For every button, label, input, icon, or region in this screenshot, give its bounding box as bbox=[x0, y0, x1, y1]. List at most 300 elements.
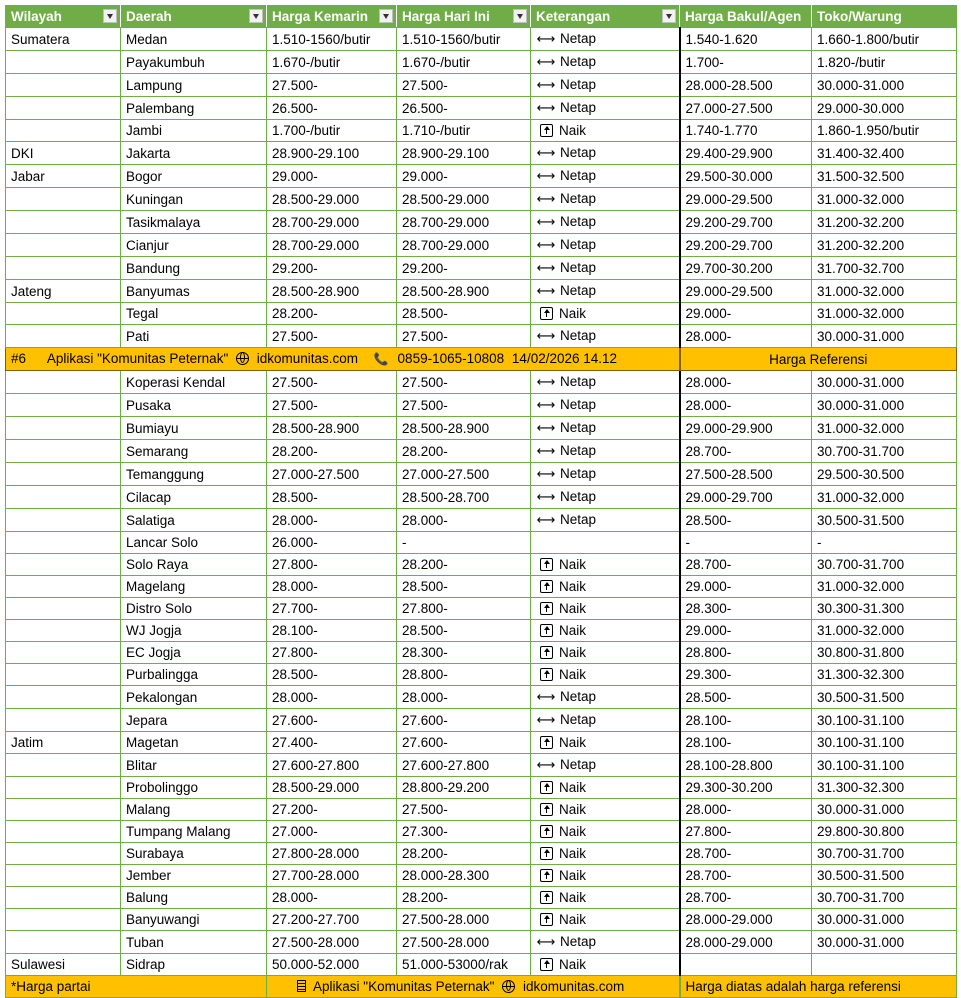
cell-keterangan[interactable] bbox=[531, 598, 680, 620]
cell-daerah[interactable]: Banyumas bbox=[121, 280, 267, 303]
cell-harga-kemarin[interactable]: 27.500-28.000 bbox=[267, 931, 397, 954]
cell-harga-kemarin[interactable]: 27.000- bbox=[267, 821, 397, 843]
cell-keterangan[interactable] bbox=[531, 280, 680, 303]
cell-harga-kemarin[interactable]: 1.670-/butir bbox=[267, 51, 397, 74]
cell-harga-hari-ini[interactable]: 27.300- bbox=[397, 821, 531, 843]
cell-wilayah[interactable] bbox=[6, 303, 121, 325]
filter-dropdown-button[interactable] bbox=[513, 9, 527, 23]
cell-harga-kemarin[interactable]: 27.600- bbox=[267, 709, 397, 732]
cell-keterangan[interactable] bbox=[531, 51, 680, 74]
cell-daerah[interactable]: Tuban bbox=[121, 931, 267, 954]
cell-toko-warung[interactable]: 30.800-31.800 bbox=[812, 642, 957, 664]
cell-toko-warung[interactable]: 30.500-31.500 bbox=[812, 865, 957, 887]
cell-harga-kemarin[interactable]: 27.200-27.700 bbox=[267, 909, 397, 931]
cell-harga-hari-ini[interactable]: 27.800- bbox=[397, 598, 531, 620]
cell-harga-kemarin[interactable]: 28.000- bbox=[267, 887, 397, 909]
cell-wilayah[interactable] bbox=[6, 74, 121, 97]
cell-harga-hari-ini[interactable]: 27.500- bbox=[397, 74, 531, 97]
cell-harga-kemarin[interactable]: 27.200- bbox=[267, 799, 397, 821]
cell-harga-hari-ini[interactable]: 28.500-28.900 bbox=[397, 280, 531, 303]
cell-harga-bakul[interactable]: 29.200-29.700 bbox=[680, 211, 812, 234]
cell-harga-bakul[interactable]: 29.000- bbox=[680, 303, 812, 325]
cell-harga-bakul[interactable]: 29.000-29.500 bbox=[680, 188, 812, 211]
cell-harga-kemarin[interactable]: 28.500-29.000 bbox=[267, 188, 397, 211]
cell-keterangan[interactable] bbox=[531, 754, 680, 777]
cell-wilayah[interactable] bbox=[6, 234, 121, 257]
cell-daerah[interactable]: Payakumbuh bbox=[121, 51, 267, 74]
cell-daerah[interactable]: Salatiga bbox=[121, 509, 267, 532]
cell-harga-kemarin[interactable]: 27.800- bbox=[267, 642, 397, 664]
cell-wilayah[interactable] bbox=[6, 686, 121, 709]
cell-harga-hari-ini[interactable]: 27.500- bbox=[397, 394, 531, 417]
cell-toko-warung[interactable]: 30.500-31.500 bbox=[812, 686, 957, 709]
cell-wilayah[interactable]: Jatim bbox=[6, 732, 121, 754]
cell-harga-kemarin[interactable]: 28.700-29.000 bbox=[267, 234, 397, 257]
filter-dropdown-button[interactable] bbox=[379, 9, 393, 23]
cell-harga-hari-ini[interactable]: 28.500-29.000 bbox=[397, 188, 531, 211]
cell-harga-hari-ini[interactable]: 28.200- bbox=[397, 440, 531, 463]
cell-harga-kemarin[interactable]: 28.500-28.900 bbox=[267, 280, 397, 303]
cell-wilayah[interactable] bbox=[6, 887, 121, 909]
cell-toko-warung[interactable] bbox=[812, 954, 957, 976]
cell-keterangan[interactable] bbox=[531, 732, 680, 754]
cell-wilayah[interactable]: Sulawesi bbox=[6, 954, 121, 976]
cell-toko-warung[interactable]: 31.200-32.200 bbox=[812, 211, 957, 234]
cell-harga-hari-ini[interactable]: 28.200- bbox=[397, 843, 531, 865]
cell-wilayah[interactable] bbox=[6, 709, 121, 732]
cell-keterangan[interactable] bbox=[531, 303, 680, 325]
cell-toko-warung[interactable]: 31.400-32.400 bbox=[812, 142, 957, 165]
cell-keterangan[interactable] bbox=[531, 821, 680, 843]
cell-harga-bakul[interactable]: 28.700- bbox=[680, 887, 812, 909]
cell-wilayah[interactable] bbox=[6, 931, 121, 954]
cell-harga-kemarin[interactable]: 26.000- bbox=[267, 532, 397, 554]
cell-harga-bakul[interactable]: 28.100-28.800 bbox=[680, 754, 812, 777]
cell-harga-bakul[interactable]: 28.000-29.000 bbox=[680, 909, 812, 931]
cell-harga-hari-ini[interactable]: 28.000- bbox=[397, 686, 531, 709]
cell-keterangan[interactable] bbox=[531, 371, 680, 394]
cell-keterangan[interactable] bbox=[531, 165, 680, 188]
cell-wilayah[interactable] bbox=[6, 371, 121, 394]
cell-harga-bakul[interactable]: 28.000- bbox=[680, 799, 812, 821]
footer-website[interactable]: idkomunitas.com bbox=[522, 979, 625, 994]
cell-toko-warung[interactable]: 31.000-32.000 bbox=[812, 303, 957, 325]
cell-harga-hari-ini[interactable]: 27.600-27.800 bbox=[397, 754, 531, 777]
cell-harga-hari-ini[interactable]: 1.510-1560/butir bbox=[397, 28, 531, 51]
cell-harga-hari-ini[interactable]: 27.600- bbox=[397, 709, 531, 732]
cell-harga-bakul[interactable]: 29.000- bbox=[680, 576, 812, 598]
cell-daerah[interactable]: Medan bbox=[121, 28, 267, 51]
cell-harga-bakul[interactable]: 27.000-27.500 bbox=[680, 97, 812, 120]
left-right-arrow-icon: ⟷ bbox=[536, 101, 556, 116]
cell-toko-warung[interactable]: 29.800-30.800 bbox=[812, 821, 957, 843]
cell-wilayah[interactable] bbox=[6, 576, 121, 598]
cell-keterangan[interactable] bbox=[531, 887, 680, 909]
cell-harga-hari-ini[interactable]: 27.600- bbox=[397, 732, 531, 754]
cell-daerah[interactable]: Probolinggo bbox=[121, 777, 267, 799]
up-arrow-box-icon bbox=[540, 803, 553, 816]
cell-wilayah[interactable] bbox=[6, 417, 121, 440]
cell-toko-warung[interactable]: 30.700-31.700 bbox=[812, 887, 957, 909]
cell-keterangan[interactable] bbox=[531, 120, 680, 142]
cell-harga-bakul[interactable]: 28.700- bbox=[680, 865, 812, 887]
cell-harga-kemarin[interactable]: 29.200- bbox=[267, 257, 397, 280]
cell-toko-warung[interactable]: 31.700-32.700 bbox=[812, 257, 957, 280]
cell-harga-hari-ini[interactable]: 27.000-27.500 bbox=[397, 463, 531, 486]
cell-harga-bakul[interactable]: 28.500- bbox=[680, 686, 812, 709]
cell-harga-hari-ini[interactable]: 29.000- bbox=[397, 165, 531, 188]
cell-harga-kemarin[interactable]: 28.500- bbox=[267, 486, 397, 509]
cell-harga-hari-ini[interactable]: 51.000-53000/rak bbox=[397, 954, 531, 976]
cell-keterangan[interactable] bbox=[531, 394, 680, 417]
cell-harga-bakul[interactable]: 27.800- bbox=[680, 821, 812, 843]
cell-toko-warung[interactable]: 30.700-31.700 bbox=[812, 843, 957, 865]
cell-harga-kemarin[interactable]: 27.500- bbox=[267, 394, 397, 417]
cell-daerah[interactable]: Sidrap bbox=[121, 954, 267, 976]
cell-harga-bakul[interactable]: 29.500-30.000 bbox=[680, 165, 812, 188]
cell-harga-kemarin[interactable]: 28.500-28.900 bbox=[267, 417, 397, 440]
cell-harga-hari-ini[interactable]: 29.200- bbox=[397, 257, 531, 280]
cell-daerah[interactable]: Bogor bbox=[121, 165, 267, 188]
cell-keterangan[interactable] bbox=[531, 554, 680, 576]
cell-harga-bakul[interactable] bbox=[680, 954, 812, 976]
cell-harga-bakul[interactable]: 27.500-28.500 bbox=[680, 463, 812, 486]
cell-harga-bakul[interactable]: 28.000-28.500 bbox=[680, 74, 812, 97]
cell-wilayah[interactable] bbox=[6, 120, 121, 142]
cell-harga-kemarin[interactable]: 27.700-28.000 bbox=[267, 865, 397, 887]
cell-daerah[interactable]: Cianjur bbox=[121, 234, 267, 257]
cell-wilayah[interactable]: DKI bbox=[6, 142, 121, 165]
cell-harga-bakul[interactable]: - bbox=[680, 532, 812, 554]
cell-keterangan[interactable] bbox=[531, 486, 680, 509]
cell-keterangan[interactable] bbox=[531, 709, 680, 732]
filter-dropdown-button[interactable] bbox=[249, 9, 263, 23]
cell-wilayah[interactable]: Jabar bbox=[6, 165, 121, 188]
cell-harga-bakul[interactable]: 28.100- bbox=[680, 709, 812, 732]
cell-daerah[interactable]: Bandung bbox=[121, 257, 267, 280]
table-row bbox=[6, 954, 957, 976]
cell-toko-warung[interactable]: 30.000-31.000 bbox=[812, 325, 957, 348]
cell-harga-bakul[interactable]: 28.100- bbox=[680, 732, 812, 754]
cell-daerah[interactable]: Tegal bbox=[121, 303, 267, 325]
cell-daerah[interactable]: Purbalingga bbox=[121, 664, 267, 686]
cell-wilayah[interactable] bbox=[6, 188, 121, 211]
cell-toko-warung[interactable]: 30.000-31.000 bbox=[812, 74, 957, 97]
cell-harga-kemarin[interactable]: 28.700-29.000 bbox=[267, 211, 397, 234]
cell-harga-bakul[interactable]: 29.000-29.900 bbox=[680, 417, 812, 440]
cell-harga-bakul[interactable]: 28.000- bbox=[680, 394, 812, 417]
cell-harga-bakul[interactable]: 29.000- bbox=[680, 620, 812, 642]
cell-harga-kemarin[interactable]: 27.500- bbox=[267, 74, 397, 97]
cell-keterangan[interactable] bbox=[531, 509, 680, 532]
cell-wilayah[interactable] bbox=[6, 509, 121, 532]
cell-harga-kemarin[interactable]: 28.000- bbox=[267, 509, 397, 532]
cell-harga-kemarin[interactable]: 28.000- bbox=[267, 686, 397, 709]
cell-toko-warung[interactable]: 30.100-31.100 bbox=[812, 754, 957, 777]
cell-harga-kemarin[interactable]: 1.700-/butir bbox=[267, 120, 397, 142]
cell-harga-hari-ini[interactable]: 28.900-29.100 bbox=[397, 142, 531, 165]
cell-harga-hari-ini[interactable]: 28.800- bbox=[397, 664, 531, 686]
cell-harga-hari-ini[interactable]: 27.500-28.000 bbox=[397, 931, 531, 954]
cell-wilayah[interactable]: Sumatera bbox=[6, 28, 121, 51]
cell-keterangan[interactable] bbox=[531, 777, 680, 799]
cell-harga-kemarin[interactable]: 26.500- bbox=[267, 97, 397, 120]
cell-daerah[interactable]: Bumiayu bbox=[121, 417, 267, 440]
cell-harga-hari-ini[interactable]: 27.500- bbox=[397, 371, 531, 394]
cell-harga-kemarin[interactable]: 28.500- bbox=[267, 664, 397, 686]
cell-harga-kemarin[interactable]: 27.600-27.800 bbox=[267, 754, 397, 777]
cell-daerah[interactable]: Jakarta bbox=[121, 142, 267, 165]
cell-harga-kemarin[interactable]: 28.200- bbox=[267, 303, 397, 325]
cell-daerah[interactable]: Pati bbox=[121, 325, 267, 348]
cell-wilayah[interactable] bbox=[6, 754, 121, 777]
cell-harga-hari-ini[interactable]: 27.500-28.000 bbox=[397, 909, 531, 931]
cell-toko-warung[interactable]: 30.000-31.000 bbox=[812, 371, 957, 394]
cell-toko-warung[interactable]: 30.100-31.100 bbox=[812, 709, 957, 732]
cell-harga-kemarin[interactable]: 1.510-1560/butir bbox=[267, 28, 397, 51]
cell-toko-warung[interactable]: 31.300-32.300 bbox=[812, 664, 957, 686]
cell-harga-hari-ini[interactable]: 26.500- bbox=[397, 97, 531, 120]
cell-harga-bakul[interactable]: 1.740-1.770 bbox=[680, 120, 812, 142]
cell-harga-hari-ini[interactable]: 27.500- bbox=[397, 799, 531, 821]
cell-daerah[interactable]: Jepara bbox=[121, 709, 267, 732]
cell-toko-warung[interactable]: 30.100-31.100 bbox=[812, 732, 957, 754]
filter-dropdown-button[interactable] bbox=[662, 9, 676, 23]
cell-harga-kemarin[interactable]: 27.000-27.500 bbox=[267, 463, 397, 486]
cell-daerah[interactable]: Pusaka bbox=[121, 394, 267, 417]
cell-toko-warung[interactable]: 31.000-32.000 bbox=[812, 576, 957, 598]
cell-harga-bakul[interactable]: 29.700-30.200 bbox=[680, 257, 812, 280]
cell-harga-kemarin[interactable]: 27.800- bbox=[267, 554, 397, 576]
cell-wilayah[interactable] bbox=[6, 532, 121, 554]
cell-harga-bakul[interactable]: 1.700- bbox=[680, 51, 812, 74]
cell-daerah[interactable]: Balung bbox=[121, 887, 267, 909]
cell-toko-warung[interactable]: 31.300-32.300 bbox=[812, 777, 957, 799]
cell-harga-bakul[interactable]: 28.500- bbox=[680, 509, 812, 532]
cell-wilayah[interactable] bbox=[6, 821, 121, 843]
cell-harga-hari-ini[interactable]: 28.500-28.900 bbox=[397, 417, 531, 440]
filter-dropdown-button[interactable] bbox=[103, 9, 117, 23]
cell-keterangan[interactable] bbox=[531, 234, 680, 257]
cell-daerah[interactable]: Tasikmalaya bbox=[121, 211, 267, 234]
cell-keterangan[interactable] bbox=[531, 325, 680, 348]
cell-toko-warung[interactable]: 31.500-32.500 bbox=[812, 165, 957, 188]
cell-harga-bakul[interactable]: 29.400-29.900 bbox=[680, 142, 812, 165]
cell-harga-hari-ini[interactable]: 28.500-28.700 bbox=[397, 486, 531, 509]
cell-harga-bakul[interactable]: 28.800- bbox=[680, 642, 812, 664]
cell-toko-warung[interactable]: 30.700-31.700 bbox=[812, 554, 957, 576]
cell-toko-warung[interactable]: 31.000-32.000 bbox=[812, 280, 957, 303]
cell-daerah[interactable]: Cilacap bbox=[121, 486, 267, 509]
cell-daerah[interactable]: Magelang bbox=[121, 576, 267, 598]
cell-keterangan[interactable] bbox=[531, 142, 680, 165]
cell-daerah[interactable]: Blitar bbox=[121, 754, 267, 777]
cell-keterangan[interactable] bbox=[531, 954, 680, 976]
cell-toko-warung[interactable]: 31.000-32.000 bbox=[812, 417, 957, 440]
cell-daerah[interactable]: Distro Solo bbox=[121, 598, 267, 620]
cell-toko-warung[interactable]: 31.000-32.000 bbox=[812, 486, 957, 509]
cell-keterangan[interactable] bbox=[531, 97, 680, 120]
cell-toko-warung[interactable]: 1.860-1.950/butir bbox=[812, 120, 957, 142]
cell-wilayah[interactable] bbox=[6, 97, 121, 120]
cell-harga-bakul[interactable]: 28.000- bbox=[680, 371, 812, 394]
cell-harga-kemarin[interactable]: 27.700- bbox=[267, 598, 397, 620]
cell-harga-hari-ini[interactable]: 28.800-29.200 bbox=[397, 777, 531, 799]
cell-harga-kemarin[interactable]: 27.500- bbox=[267, 371, 397, 394]
cell-toko-warung[interactable]: 31.200-32.200 bbox=[812, 234, 957, 257]
cell-harga-hari-ini[interactable]: - bbox=[397, 532, 531, 554]
cell-harga-bakul[interactable]: 28.000-29.000 bbox=[680, 931, 812, 954]
cell-harga-bakul[interactable]: 29.000-29.500 bbox=[680, 280, 812, 303]
cell-wilayah[interactable] bbox=[6, 554, 121, 576]
cell-wilayah[interactable] bbox=[6, 257, 121, 280]
cell-toko-warung[interactable]: 30.700-31.700 bbox=[812, 440, 957, 463]
cell-wilayah[interactable] bbox=[6, 843, 121, 865]
cell-harga-hari-ini[interactable]: 28.500- bbox=[397, 303, 531, 325]
cell-wilayah[interactable] bbox=[6, 51, 121, 74]
cell-toko-warung[interactable]: 30.000-31.000 bbox=[812, 799, 957, 821]
cell-harga-hari-ini[interactable]: 28.500- bbox=[397, 620, 531, 642]
cell-wilayah[interactable] bbox=[6, 664, 121, 686]
cell-keterangan[interactable] bbox=[531, 440, 680, 463]
left-right-arrow-icon: ⟷ bbox=[536, 513, 556, 528]
cell-harga-bakul[interactable]: 29.300-30.200 bbox=[680, 777, 812, 799]
cell-wilayah[interactable] bbox=[6, 463, 121, 486]
cell-daerah[interactable]: Palembang bbox=[121, 97, 267, 120]
cell-harga-bakul[interactable]: 28.300- bbox=[680, 598, 812, 620]
cell-toko-warung[interactable]: 31.000-32.000 bbox=[812, 188, 957, 211]
cell-keterangan[interactable] bbox=[531, 799, 680, 821]
cell-wilayah[interactable] bbox=[6, 909, 121, 931]
cell-harga-kemarin[interactable]: 28.900-29.100 bbox=[267, 142, 397, 165]
cell-harga-bakul[interactable]: 1.540-1.620 bbox=[680, 28, 812, 51]
cell-daerah[interactable]: Jambi bbox=[121, 120, 267, 142]
cell-keterangan[interactable] bbox=[531, 664, 680, 686]
cell-wilayah[interactable] bbox=[6, 211, 121, 234]
cell-harga-hari-ini[interactable]: 1.710-/butir bbox=[397, 120, 531, 142]
cell-harga-hari-ini[interactable]: 28.300- bbox=[397, 642, 531, 664]
cell-toko-warung[interactable]: 31.000-32.000 bbox=[812, 620, 957, 642]
cell-keterangan[interactable] bbox=[531, 463, 680, 486]
cell-harga-kemarin[interactable]: 27.500- bbox=[267, 325, 397, 348]
cell-harga-kemarin[interactable]: 27.800-28.000 bbox=[267, 843, 397, 865]
cell-keterangan[interactable] bbox=[531, 865, 680, 887]
cell-wilayah[interactable] bbox=[6, 777, 121, 799]
cell-harga-bakul[interactable]: 28.700- bbox=[680, 440, 812, 463]
cell-daerah[interactable]: Jember bbox=[121, 865, 267, 887]
cell-toko-warung[interactable]: 30.000-31.000 bbox=[812, 909, 957, 931]
cell-keterangan[interactable] bbox=[531, 576, 680, 598]
cell-daerah[interactable]: EC Jogja bbox=[121, 642, 267, 664]
cell-toko-warung[interactable]: 30.500-31.500 bbox=[812, 509, 957, 532]
cell-harga-hari-ini[interactable]: 28.700-29.000 bbox=[397, 234, 531, 257]
cell-keterangan[interactable] bbox=[531, 188, 680, 211]
cell-daerah[interactable]: Lampung bbox=[121, 74, 267, 97]
cell-harga-hari-ini[interactable]: 28.000-28.300 bbox=[397, 865, 531, 887]
cell-daerah[interactable]: Surabaya bbox=[121, 843, 267, 865]
cell-wilayah[interactable] bbox=[6, 865, 121, 887]
cell-keterangan[interactable] bbox=[531, 909, 680, 931]
cell-daerah[interactable]: Kuningan bbox=[121, 188, 267, 211]
cell-harga-bakul[interactable]: 28.700- bbox=[680, 843, 812, 865]
cell-toko-warung[interactable]: 29.500-30.500 bbox=[812, 463, 957, 486]
cell-harga-kemarin[interactable]: 28.500-29.000 bbox=[267, 777, 397, 799]
cell-harga-hari-ini[interactable]: 28.200- bbox=[397, 887, 531, 909]
cell-harga-hari-ini[interactable]: 1.670-/butir bbox=[397, 51, 531, 74]
cell-toko-warung[interactable]: 30.000-31.000 bbox=[812, 394, 957, 417]
cell-daerah[interactable]: Temanggung bbox=[121, 463, 267, 486]
cell-toko-warung[interactable]: - bbox=[812, 532, 957, 554]
cell-harga-bakul[interactable]: 29.200-29.700 bbox=[680, 234, 812, 257]
banner-website[interactable]: idkomunitas.com bbox=[256, 351, 359, 366]
cell-keterangan[interactable] bbox=[531, 931, 680, 954]
cell-harga-bakul[interactable]: 28.000- bbox=[680, 325, 812, 348]
cell-daerah[interactable]: Semarang bbox=[121, 440, 267, 463]
cell-harga-kemarin[interactable]: 28.200- bbox=[267, 440, 397, 463]
cell-harga-bakul[interactable]: 28.700- bbox=[680, 554, 812, 576]
cell-harga-hari-ini[interactable]: 28.500- bbox=[397, 576, 531, 598]
cell-toko-warung[interactable]: 30.000-31.000 bbox=[812, 931, 957, 954]
cell-harga-bakul[interactable]: 29.000-29.700 bbox=[680, 486, 812, 509]
cell-daerah[interactable]: Koperasi Kendal bbox=[121, 371, 267, 394]
cell-wilayah[interactable] bbox=[6, 642, 121, 664]
cell-keterangan[interactable] bbox=[531, 620, 680, 642]
cell-keterangan[interactable] bbox=[531, 532, 680, 554]
cell-toko-warung[interactable]: 1.820-/butir bbox=[812, 51, 957, 74]
status-label: Naik bbox=[559, 890, 587, 905]
cell-keterangan[interactable] bbox=[531, 642, 680, 664]
cell-wilayah[interactable] bbox=[6, 486, 121, 509]
cell-daerah[interactable]: Banyuwangi bbox=[121, 909, 267, 931]
cell-keterangan[interactable] bbox=[531, 74, 680, 97]
cell-toko-warung[interactable]: 1.660-1.800/butir bbox=[812, 28, 957, 51]
cell-harga-kemarin[interactable]: 29.000- bbox=[267, 165, 397, 188]
cell-keterangan[interactable] bbox=[531, 843, 680, 865]
cell-wilayah[interactable] bbox=[6, 440, 121, 463]
cell-wilayah[interactable] bbox=[6, 620, 121, 642]
cell-wilayah[interactable] bbox=[6, 598, 121, 620]
cell-harga-kemarin[interactable]: 28.000- bbox=[267, 576, 397, 598]
cell-harga-kemarin[interactable]: 50.000-52.000 bbox=[267, 954, 397, 976]
cell-harga-hari-ini[interactable]: 28.000- bbox=[397, 509, 531, 532]
cell-wilayah[interactable] bbox=[6, 394, 121, 417]
cell-harga-hari-ini[interactable]: 28.200- bbox=[397, 554, 531, 576]
cell-harga-kemarin[interactable]: 28.100- bbox=[267, 620, 397, 642]
cell-wilayah[interactable] bbox=[6, 325, 121, 348]
cell-daerah[interactable]: Solo Raya bbox=[121, 554, 267, 576]
cell-wilayah[interactable]: Jateng bbox=[6, 280, 121, 303]
cell-toko-warung[interactable]: 30.300-31.300 bbox=[812, 598, 957, 620]
footer-app-name: Aplikasi "Komunitas Peternak" bbox=[313, 979, 495, 994]
cell-keterangan[interactable] bbox=[531, 686, 680, 709]
cell-harga-kemarin[interactable]: 27.400- bbox=[267, 732, 397, 754]
cell-daerah[interactable]: Malang bbox=[121, 799, 267, 821]
cell-wilayah[interactable] bbox=[6, 799, 121, 821]
cell-harga-bakul[interactable]: 29.300- bbox=[680, 664, 812, 686]
cell-toko-warung[interactable]: 29.000-30.000 bbox=[812, 97, 957, 120]
cell-daerah[interactable]: Pekalongan bbox=[121, 686, 267, 709]
cell-daerah[interactable]: Magetan bbox=[121, 732, 267, 754]
cell-harga-hari-ini[interactable]: 28.700-29.000 bbox=[397, 211, 531, 234]
cell-keterangan[interactable] bbox=[531, 211, 680, 234]
cell-keterangan[interactable] bbox=[531, 28, 680, 51]
cell-daerah[interactable]: Tumpang Malang bbox=[121, 821, 267, 843]
cell-keterangan[interactable] bbox=[531, 417, 680, 440]
cell-daerah[interactable]: Lancar Solo bbox=[121, 532, 267, 554]
cell-daerah[interactable]: WJ Jogja bbox=[121, 620, 267, 642]
cell-harga-hari-ini[interactable]: 27.500- bbox=[397, 325, 531, 348]
cell-keterangan[interactable] bbox=[531, 257, 680, 280]
